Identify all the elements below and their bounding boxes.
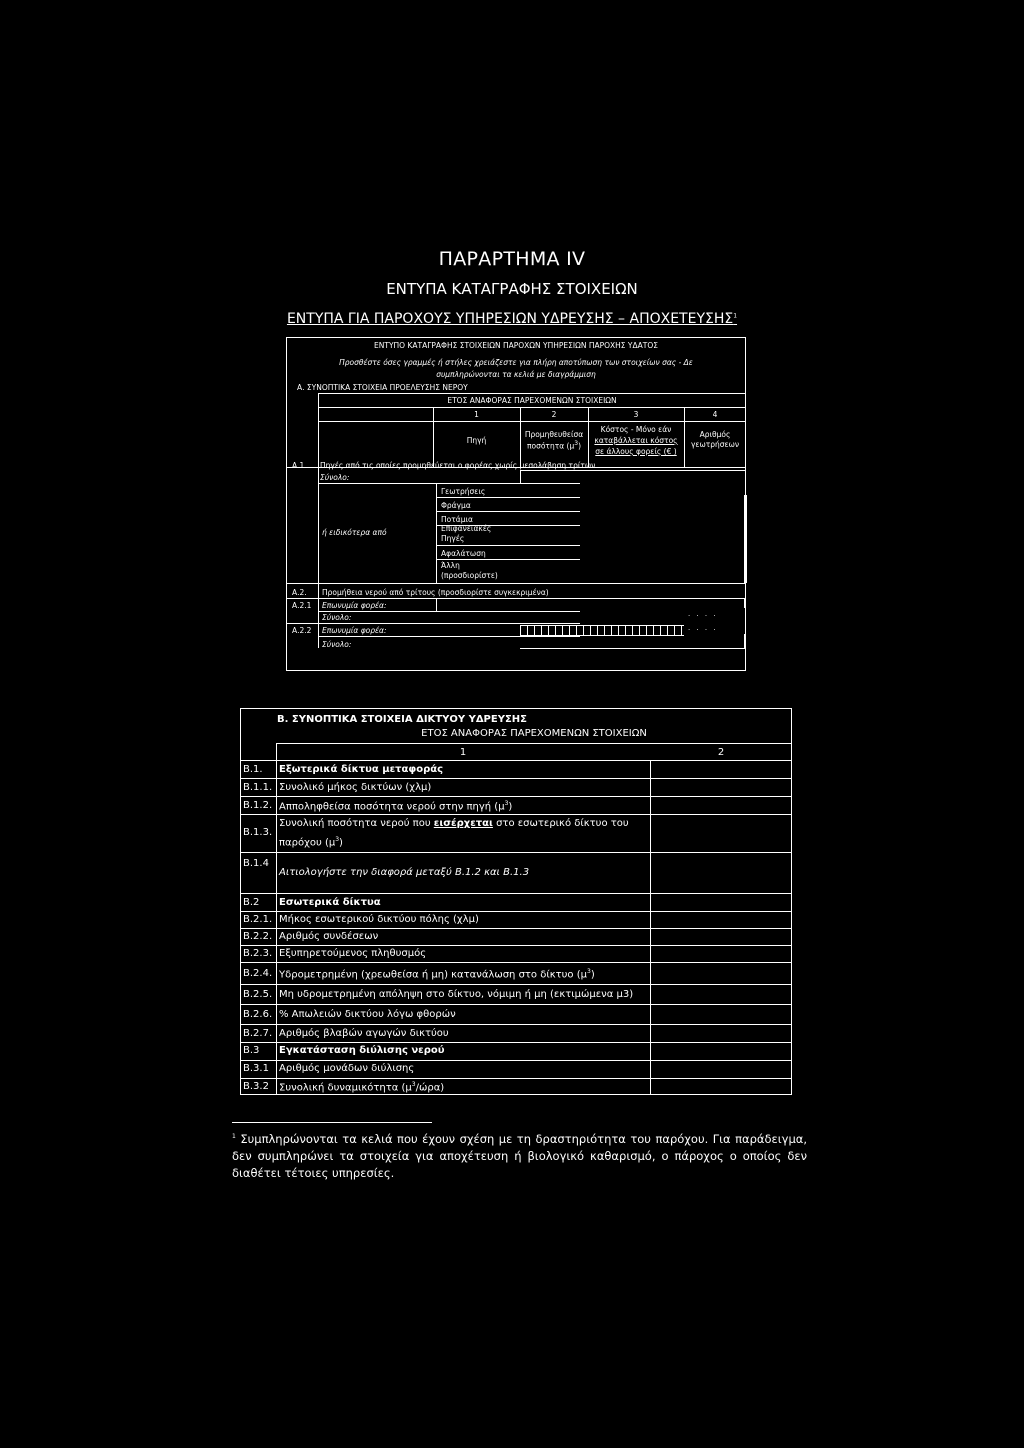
col-number-4: 4 — [712, 410, 718, 419]
a1-total: Σύνολο: — [320, 473, 350, 482]
annex-title: ΠΑΡΑΡΤΗΜΑ IV — [438, 248, 586, 270]
row-b22-label: Αριθμός συνδέσεων — [279, 931, 379, 942]
row-b23-code: Β.2.3. — [243, 948, 273, 959]
footnote-ref: 1 — [733, 312, 738, 320]
row-b27-label: Αριθμός βλαβών αγωγών δικτύου — [279, 1028, 449, 1039]
col-quantity-2: ποσότητα $(\mu^3)$ — [526, 440, 582, 451]
row-b13-code: Β.1.3. — [243, 827, 273, 838]
row-b2-code: Β.2 — [243, 897, 260, 908]
footnote-rule — [232, 1122, 432, 1123]
row-b13-label-2: παρόχου $(\mu^3)$ — [279, 836, 343, 849]
form-a-year: ΕΤΟΣ ΑΝΑΦΟΡΑΣ ΠΑΡΕΧΟΜΕΝΩΝ ΣΤΟΙΧΕΙΩΝ — [447, 396, 617, 405]
a1-label: Πηγές από τις οποίες προμηθεύεται ο φορέας χωρίς μεσολάβηση τρίτων — [320, 461, 596, 470]
row-b21-code: Β.2.1. — [243, 914, 273, 925]
table-b-col-1: 1 — [459, 747, 467, 758]
row-b1-code: Β.1. — [243, 764, 263, 775]
row-b32-code: Β.3.2 — [243, 1081, 269, 1092]
table-b-year: ΕΤΟΣ ΑΝΑΦΟΡΑΣ ΠΑΡΕΧΟΜΕΝΩΝ ΣΤΟΙΧΕΙΩΝ — [421, 728, 647, 739]
a22-label: Επωνυμία φορέα: — [322, 626, 387, 635]
form-a-instruction-2: συμπληρώνονται τα κελιά με διαγράμμιση — [436, 370, 596, 379]
row-b26-label: % Απωλειών δικτύου λόγω φθορών — [279, 1009, 456, 1020]
row-b31-code: Β.3.1 — [243, 1063, 269, 1074]
row-b3-label: Εγκατάσταση διύλισης νερού — [279, 1045, 445, 1056]
a1-code: Α.1. — [292, 461, 307, 470]
table-b-col-2: 2 — [717, 747, 725, 758]
row-b25-code: Β.2.5. — [243, 989, 273, 1000]
a2-code: Α.2. — [292, 588, 307, 597]
col-cost-3: σε άλλους φορείς (€ ) — [595, 447, 677, 456]
source-other-2: (προσδιορίστε) — [441, 571, 498, 580]
row-b13-label-1: Συνολική ποσότητα νερού που εισέρχεται στο εσωτερικό δίκτυο του — [279, 818, 629, 829]
row-b24-code: Β.2.4. — [243, 968, 273, 979]
row-b24-label: Υδρομετρημένη (χρεωθείσα ή μη) κατανάλωση στο δίκτυο $(\mu^3)$ — [279, 968, 595, 981]
form-a-section-title: Α. ΣΥΝΟΠΤΙΚΑ ΣΤΟΙΧΕΙΑ ΠΡΟΕΛΕΥΣΗΣ ΝΕΡΟΥ — [297, 383, 468, 392]
document-title: ΕΝΤΥΠΑ ΚΑΤΑΓΡΑΦΗΣ ΣΤΟΙΧΕΙΩΝ — [386, 280, 638, 298]
col-number-2: 2 — [551, 410, 557, 419]
row-b26-code: Β.2.6. — [243, 1009, 273, 1020]
source-surface-2: Πηγές — [441, 534, 465, 543]
row-b14-label: Αιτιολογήστε την διαφορά μεταξύ Β.1.2 και Β.1.3 — [279, 867, 530, 878]
row-b3-code: Β.3 — [243, 1045, 260, 1056]
row-b31-label: Αριθμός μονάδων διύλισης — [279, 1063, 415, 1074]
row-b11-code: Β.1.1. — [243, 782, 273, 793]
document-subtitle — [0, 311, 1024, 327]
col-cost-2: καταβάλλεται κόστος — [594, 436, 678, 445]
col-source: Πηγή — [466, 436, 487, 445]
row-b11-label: Συνολικό μήκος δικτύων (χλμ) — [279, 782, 432, 793]
form-a-heading: ΕΝΤΥΠΟ ΚΑΤΑΓΡΑΦΗΣ ΣΤΟΙΧΕΙΩΝ ΠΑΡΟΧΩΝ ΥΠΗΡΕΣΙΩΝ ΠΑΡΟΧΗΣ ΥΔΑΤΟΣ — [374, 341, 658, 350]
row-b2-label: Εσωτερικά δίκτυα — [279, 897, 381, 908]
source-rivers: Ποτάμια — [441, 515, 473, 524]
row-b12-label: Απποληφθείσα ποσότητα νερού στην πηγή $(\mu^3)$ — [279, 800, 513, 813]
row-b32-label: Συνολική δυναμικότητα $(\mu^3/ώ\rho\alpha)$ — [279, 1081, 445, 1094]
a2-label: Προμήθεια νερού από τρίτους (προσδιορίστε συγκεκριμένα) — [322, 588, 549, 597]
subtitle-text: ΕΝΤΥΠΑ ΓΙΑ ΠΑΡΟΧΟΥΣ ΥΠΗΡΕΣΙΩΝ ΥΔΡΕΥΣΗΣ – ΑΠΟΧΕΤΕΥΣΗΣ — [286, 311, 734, 327]
col-quantity-1: Προμηθευθείσα — [524, 430, 584, 439]
row-b14-code: Β.1.4 — [243, 858, 269, 869]
footnote-text: Συμπληρώνονται τα κελιά που έχουν σχέση με τη δραστηριότητα του παρόχου. Για παράδειγμα, δεν συμπληρώνει τα στοιχεία για αποχέτευση ή βιολογικό καθαρισμό, ο πάροχος ο οποίος δεν διαθέτει τέτοιες υπηρεσίες. — [232, 1131, 808, 1180]
a21-total: Σύνολο: — [322, 613, 352, 622]
table-b-title: Β. ΣΥΝΟΠΤΙΚΑ ΣΤΟΙΧΕΙΑ ΔΙΚΤΥΟΥ ΥΔΡΕΥΣΗΣ — [277, 714, 527, 725]
source-surface-1: Επιφανειακές — [441, 524, 492, 533]
row-b21-label: Μήκος εσωτερικού δικτύου πόλης (χλμ) — [279, 914, 479, 925]
col-drillings-1: Αριθμός — [699, 430, 731, 439]
row-b22-code: Β.2.2. — [243, 931, 273, 942]
source-other-1: Άλλη — [441, 561, 460, 570]
col-number-3: 3 — [633, 410, 639, 419]
a21-code: Α.2.1 — [292, 601, 312, 610]
a22-code: Α.2.2 — [292, 626, 312, 635]
a22-total: Σύνολο: — [322, 640, 352, 649]
form-a-instruction-1: Προσθέστε όσες γραμμές ή στήλες χρειάζεστε για πλήρη αποτύπωση των στοιχείων σας - Δε — [339, 358, 693, 367]
a21-label: Επωνυμία φορέα: — [322, 601, 387, 610]
row-b23-label: Εξυπηρετούμενος πληθυσμός — [279, 948, 427, 959]
source-desalination: Αφαλάτωση — [441, 549, 486, 558]
a1-specific: ή ειδικότερα από — [322, 528, 387, 537]
source-drillings: Γεωτρήσεις — [441, 487, 486, 496]
source-dam: Φράγμα — [441, 501, 471, 510]
row-b27-code: Β.2.7. — [243, 1028, 273, 1039]
col-drillings-2: γεωτρήσεων — [690, 440, 740, 449]
footnote — [232, 1128, 807, 1182]
col-cost-1: Κόστος - Μόνο εάν — [600, 425, 672, 434]
row-b25-label: Μη υδρομετρημένη απόληψη στο δίκτυο, νόμιμη ή μη (εκτιμώμενα μ3) — [279, 989, 634, 1000]
row-b1-label: Εξωτερικά δίκτυα μεταφοράς — [279, 764, 444, 775]
row-b12-code: Β.1.2. — [243, 800, 273, 811]
col-number-1: 1 — [474, 410, 479, 419]
footnote-mark: 1 — [232, 1133, 236, 1140]
